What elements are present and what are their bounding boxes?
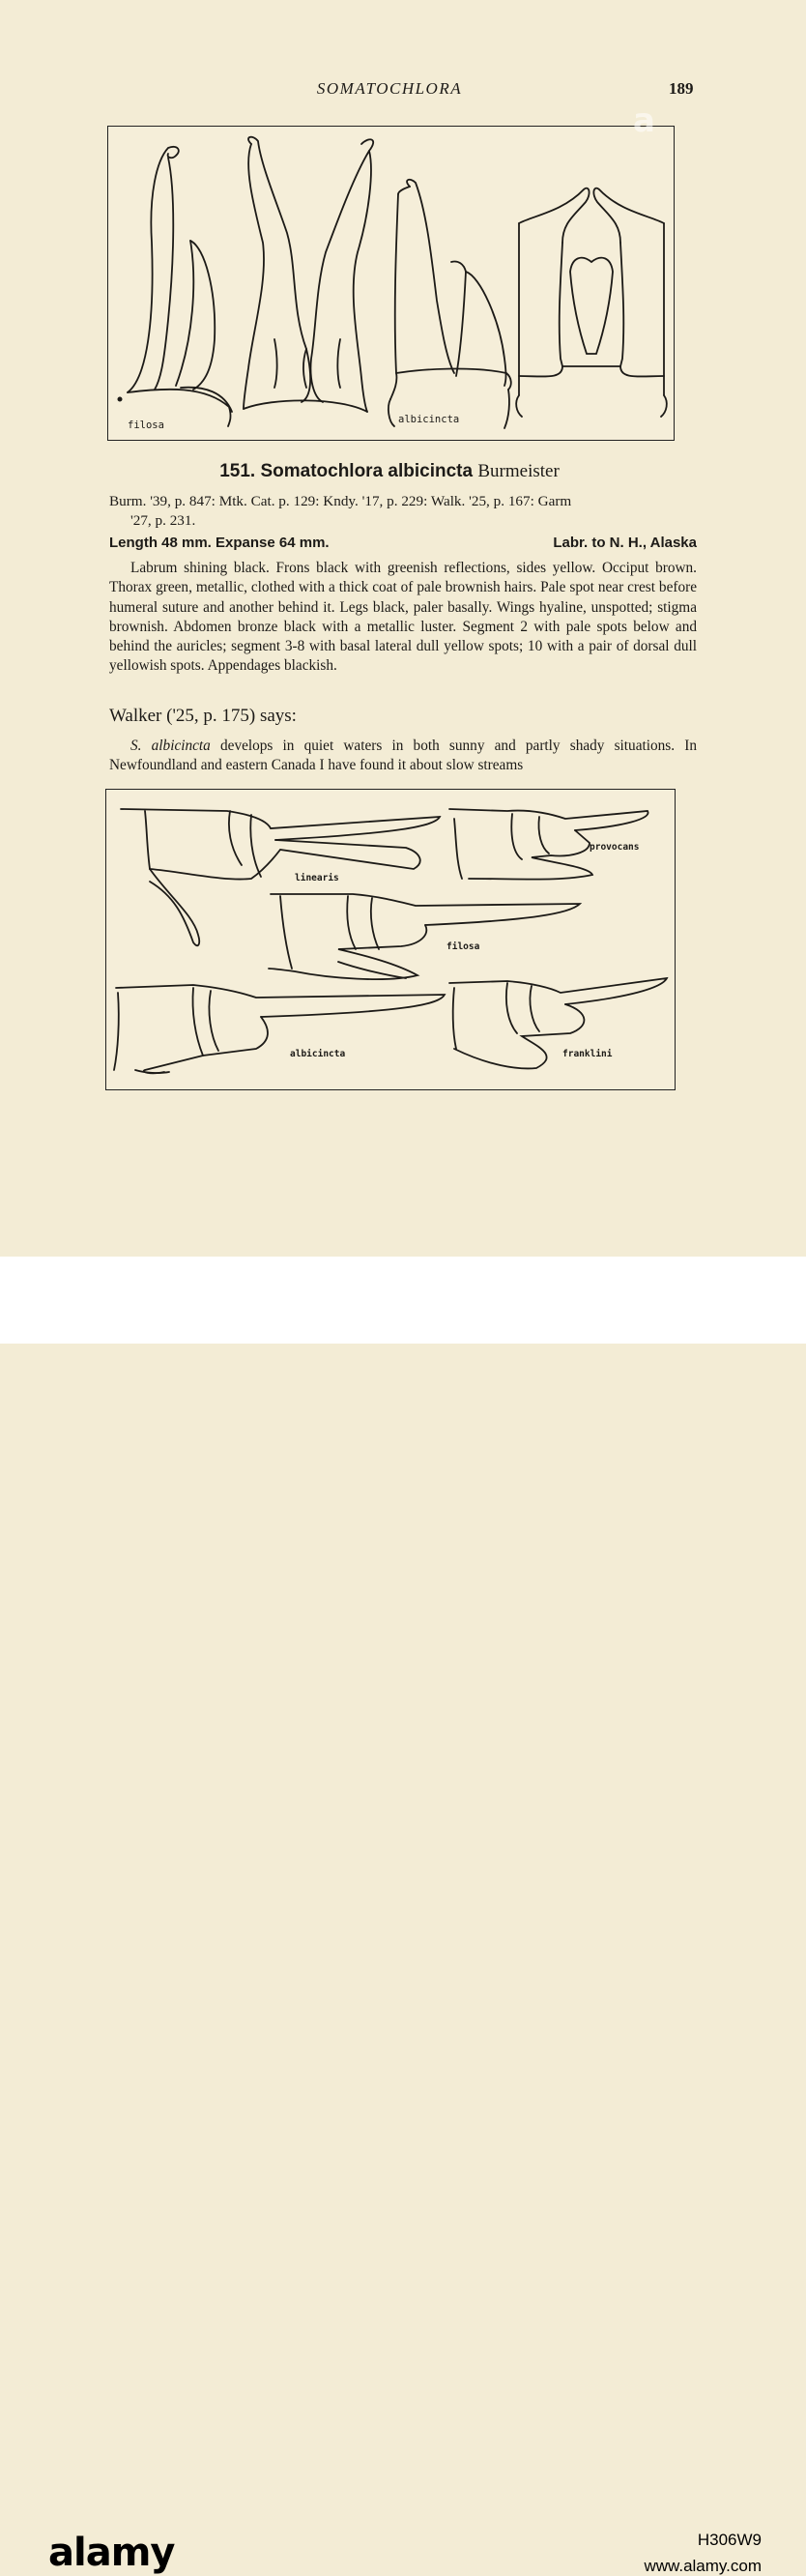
figure-1-drawing [108,127,674,440]
quote-species: S. albicincta [130,738,211,754]
figure-label-filosa: filosa [128,420,164,431]
figure-label-franklini: franklini [562,1049,613,1059]
references [109,492,697,531]
figure-label-albicincta-2: albicincta [290,1049,346,1059]
alamy-logo: alamy [48,2531,175,2575]
figure-label-provocans: provocans [590,842,640,853]
running-header-title: SOMATOCHLORA [316,79,463,98]
references-line-1: Burm. '39, p. 847: Mtk. Cat. p. 129: Kndy. '17, p. 229: Walk. '25, p. 167: Garm [109,493,572,509]
book-page [0,0,806,1257]
page-number: 189 [669,79,694,98]
measurements [109,535,697,551]
species-author: Burmeister [477,461,560,481]
walker-says: Walker ('25, p. 175) says: [109,706,297,726]
watermark-footer [0,1257,806,2575]
figure-label-albicincta: albicincta [398,414,460,425]
species-heading [0,461,779,482]
figure-label-filosa-2: filosa [446,941,480,952]
figure-abdomen-tips [105,789,676,1090]
species-number: 151. [219,461,256,481]
figure-2-drawing [106,790,675,1089]
species-name: Somatochlora albicincta [260,461,474,481]
species-description: Labrum shining black. Frons black with greenish reflections, sides yellow. Occiput brown. Thorax green, metallic, clothed with a thick coat of pale brownish hairs. Pale spot near crest before humeral suture and another behind it. Legs black, paler basally. Wings hyaline, unspotted; stigma brownish. Abdomen bronze black with a metallic luster. Segment 2 with pale spots below and behind the auricles; segment 3-8 with basal lateral dull yellow spots; 10 with a pair of dorsal dull yellowish spots. Appendages blackish. [109,560,697,675]
figure-label-linearis: linearis [295,873,339,883]
figure-appendages-top [107,126,675,441]
watermark-overlay: a [633,101,655,140]
walker-quote [109,737,697,776]
image-id: H306W9 [697,2531,762,2549]
size-measurement: Length 48 mm. Expanse 64 mm. [109,535,330,551]
range: Labr. to N. H., Alaska [553,535,697,551]
references-line-2: '27, p. 231. [130,512,196,529]
quote-text: develops in quiet waters in both sunny and partly shady situations. In Newfoundland and eastern Canada I have found it about slow streams [109,738,697,774]
site-url: www.alamy.com [644,2557,762,2575]
